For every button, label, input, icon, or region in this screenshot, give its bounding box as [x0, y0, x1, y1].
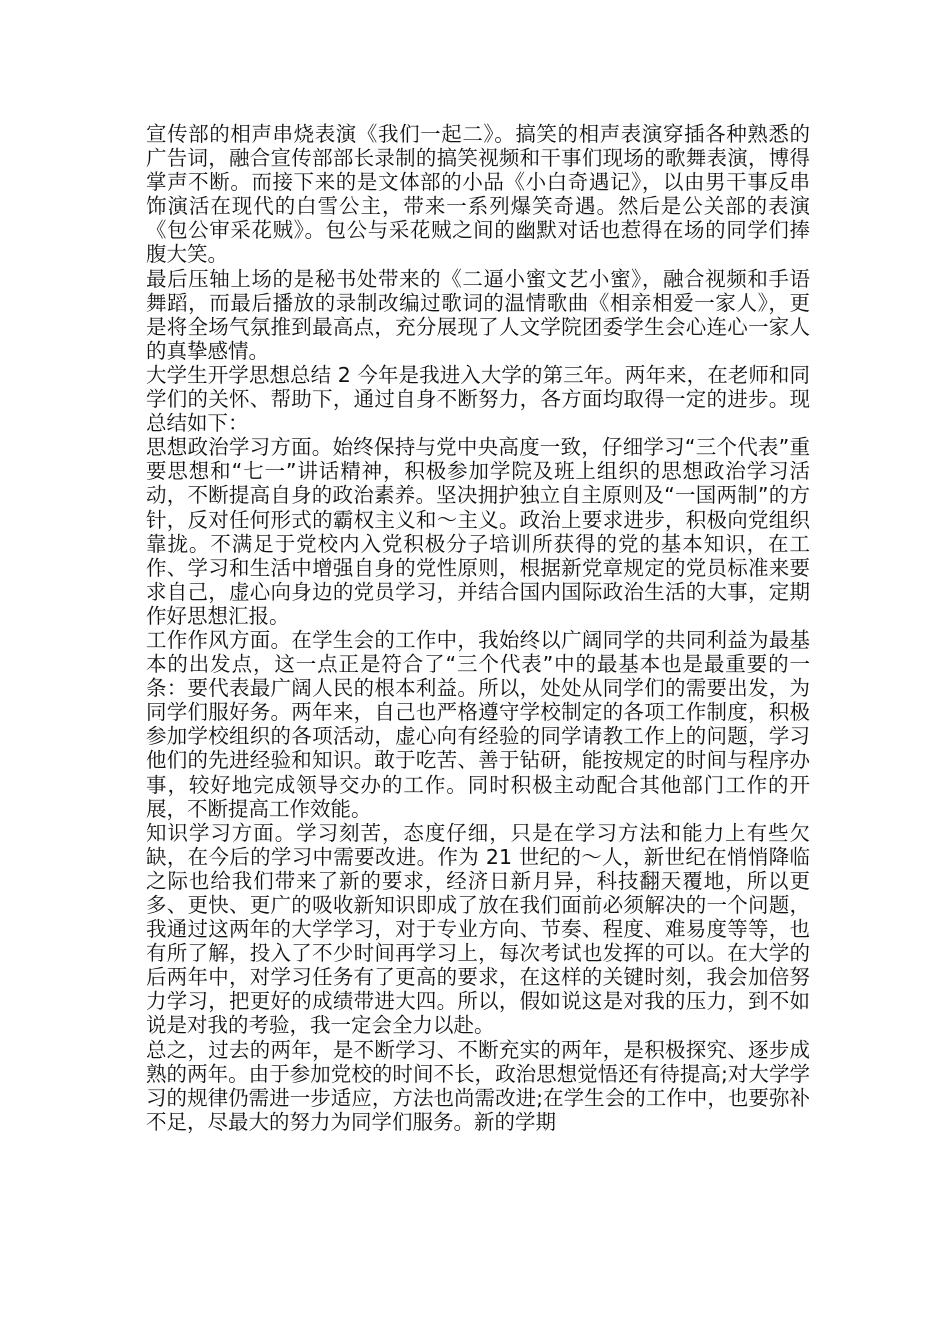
paragraph-finale: 最后压轴上场的是秘书处带来的《二逼小蜜文艺小蜜》，融合视频和手语舞蹈，而最后播放的录制改编过歌词的温情歌曲《相亲相爱一家人》，更是将全场气氛推到最高点，充分展现了人文学院团委学生会心连心一家人的真挚感情。	[146, 266, 810, 363]
paragraph-knowledge-study: 知识学习方面。学习刻苦，态度仔细，只是在学习方法和能力上有些欠缺，在今后的学习中需要改进。作为 21 世纪的～人，新世纪在悄悄降临之际也给我们带来了新的要求，经济日新月异，科技翻天覆地，所以更多、更快、更广的吸收新知识即成了放在我们面前必须解决的一个问题，我通过这两年的大学学习，对于专业方向、节奏、程度、难易度等等，也有所了解，投入了不少时间再学习上，每次考试也发挥的可以。在大学的后两年中，对学习任务有了更高的要求，在这样的关键时刻，我会加倍努力学习，把更好的成绩带进大四。所以，假如说这是对我的压力，到不如说是对我的考验，我一定会全力以赴。	[146, 820, 810, 1038]
paragraph-summary-intro: 大学生开学思想总结 2 今年是我进入大学的第三年。两年来，在老师和同学们的关怀、帮助下，通过自身不断努力，各方面均取得一定的进步。现总结如下：	[146, 362, 810, 436]
paragraph-conclusion: 总之，过去的两年，是不断学习、不断充实的两年，是积极探究、逐步成熟的两年。由于参加党校的时间不长，政治思想觉悟还有待提高;对大学学习的规律仍需进一步适应，方法也尚需改进;在学生会的工作中，也要弥补不足，尽最大的努力为同学们服务。新的学期	[146, 1037, 810, 1134]
paragraph-political-study: 思想政治学习方面。始终保持与党中央高度一致，仔细学习“三个代表”重要思想和“七一”讲话精神，积极参加学院及班上组织的思想政治学习活动，不断提高自身的政治素养。坚决拥护独立自主原则及“一国两制”的方针，反对任何形式的霸权主义和～主义。政治上要求进步，积极向党组织靠拢。不满足于党校内入党积极分子培训所获得的党的基本知识，在工作、学习和生活中增强自身的党性原则，根据新党章规定的党员标准来要求自己，虚心向身边的党员学习，并结合国内国际政治生活的大事，定期作好思想汇报。	[146, 435, 810, 628]
paragraph-work-style: 工作作风方面。在学生会的工作中，我始终以广阔同学的共同利益为最基本的出发点，这一点正是符合了“三个代表”中的最基本也是最重要的一条：要代表最广阔人民的根本利益。所以，处处从同学们的需要出发，为同学们服好务。两年来，自己也严格遵守学校制定的各项工作制度，积极参加学校组织的各项活动，虚心向有经验的同学请教工作上的问题，学习他们的先进经验和知识。敢于吃苦、善于钻研，能按规定的时间与程序办事，较好地完成领导交办的工作。同时积极主动配合其他部门工作的开展，不断提高工作效能。	[146, 627, 810, 821]
paragraph-performances: 宣传部的相声串烧表演《我们一起二》。搞笑的相声表演穿插各种熟悉的广告词，融合宣传部部长录制的搞笑视频和干事们现场的歌舞表演，博得掌声不断。而接下来的是文体部的小品《小白奇遇记》，以由男干事反串饰演活在现代的白雪公主，带来一系列爆笑奇遇。然后是公关部的表演《包公审采花贼》。包公与采花贼之间的幽默对话也惹得在场的同学们捧腹大笑。	[146, 122, 810, 267]
document-body	[146, 122, 810, 1134]
